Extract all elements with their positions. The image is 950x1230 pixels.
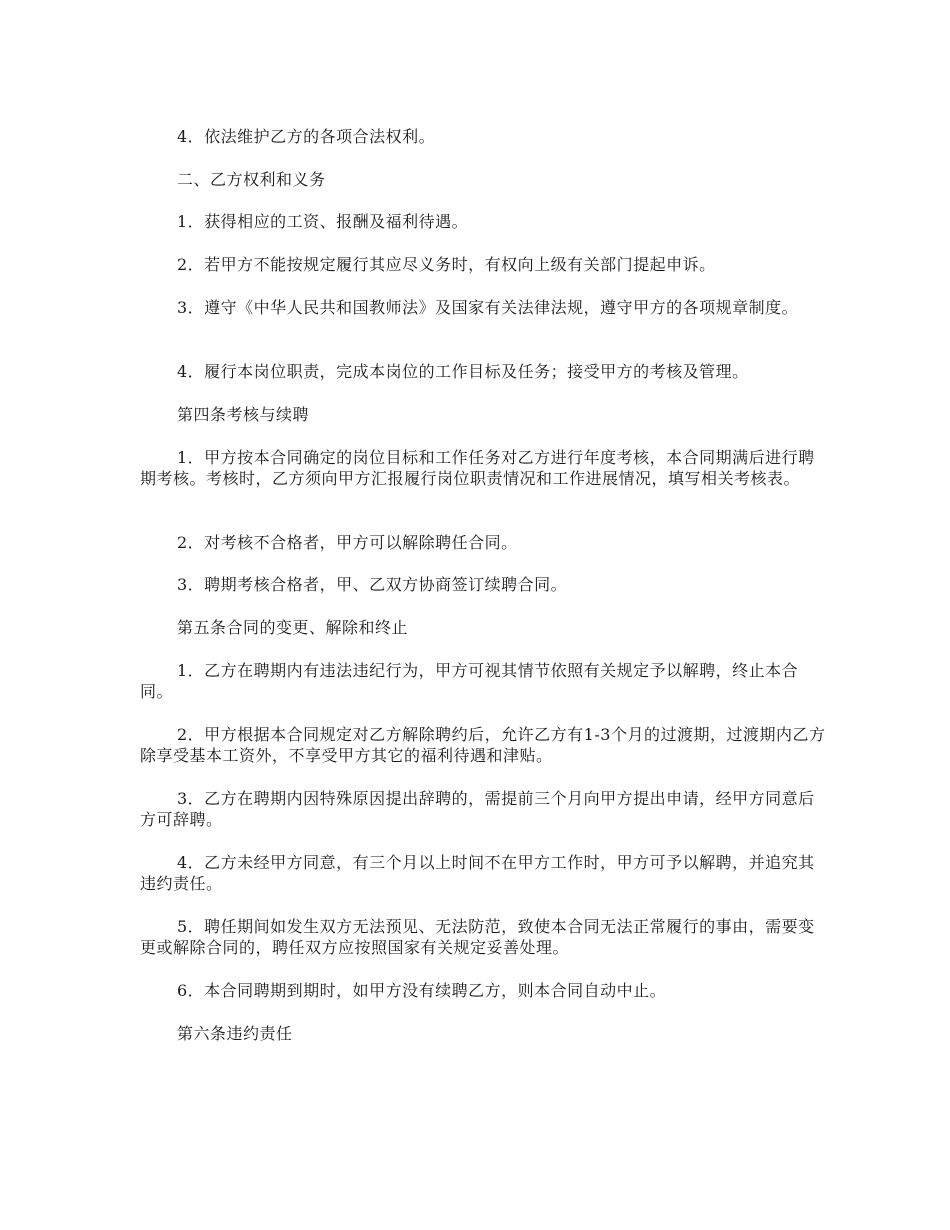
paragraph: 4．依法维护乙方的各项合法权利。 [177,127,436,146]
paragraph: 2．若甲方不能按规定履行其应尽义务时，有权向上级有关部门提起申诉。 [177,255,716,274]
paragraph: 1．甲方按本合同确定的岗位目标和工作任务对乙方进行年度考核，本合同期满后进行聘期考核。考核时，乙方须向甲方汇报履行岗位职责情况和工作进展情况，填写相关考核表。 [140,448,815,488]
paragraph: 4．乙方未经甲方同意，有三个月以上时间不在甲方工作时，甲方可予以解聘，并追究其违约责任。 [140,853,815,893]
section-heading: 第六条违约责任 [177,1024,293,1043]
section-heading: 二、乙方权利和义务 [177,170,326,189]
paragraph: 1．获得相应的工资、报酬及福利待遇。 [177,212,469,231]
paragraph: 2．对考核不合格者，甲方可以解除聘任合同。 [177,533,518,552]
section-heading: 第五条合同的变更、解除和终止 [177,618,409,637]
paragraph: 6．本合同聘期到期时，如甲方没有续聘乙方，则本合同自动中止。 [177,981,667,1000]
section-heading: 第四条考核与续聘 [177,405,310,424]
paragraph: 3．聘期考核合格者，甲、乙双方协商签订续聘合同。 [177,575,568,594]
paragraph: 3．乙方在聘期内因特殊原因提出辞聘的，需提前三个月向甲方提出申请，经甲方同意后方可辞聘。 [140,789,815,829]
paragraph: 2．甲方根据本合同规定对乙方解除聘约后，允许乙方有1-3个月的过渡期，过渡期内乙方除享受基本工资外，不享受甲方其它的福利待遇和津贴。 [140,725,826,765]
paragraph: 1．乙方在聘期内有违法违纪行为，甲方可视其情节依照有关规定予以解聘，终止本合同。 [140,661,799,701]
paragraph: 5．聘任期间如发生双方无法预见、无法防范，致使本合同无法正常履行的事由，需要变更或解除合同的，聘任双方应按照国家有关规定妥善处理。 [140,917,815,957]
paragraph: 3．遵守《中华人民共和国教师法》及国家有关法律法规，遵守甲方的各项规章制度。 [177,298,799,317]
paragraph: 4．履行本岗位职责，完成本岗位的工作目标及任务；接受甲方的考核及管理。 [177,362,749,381]
